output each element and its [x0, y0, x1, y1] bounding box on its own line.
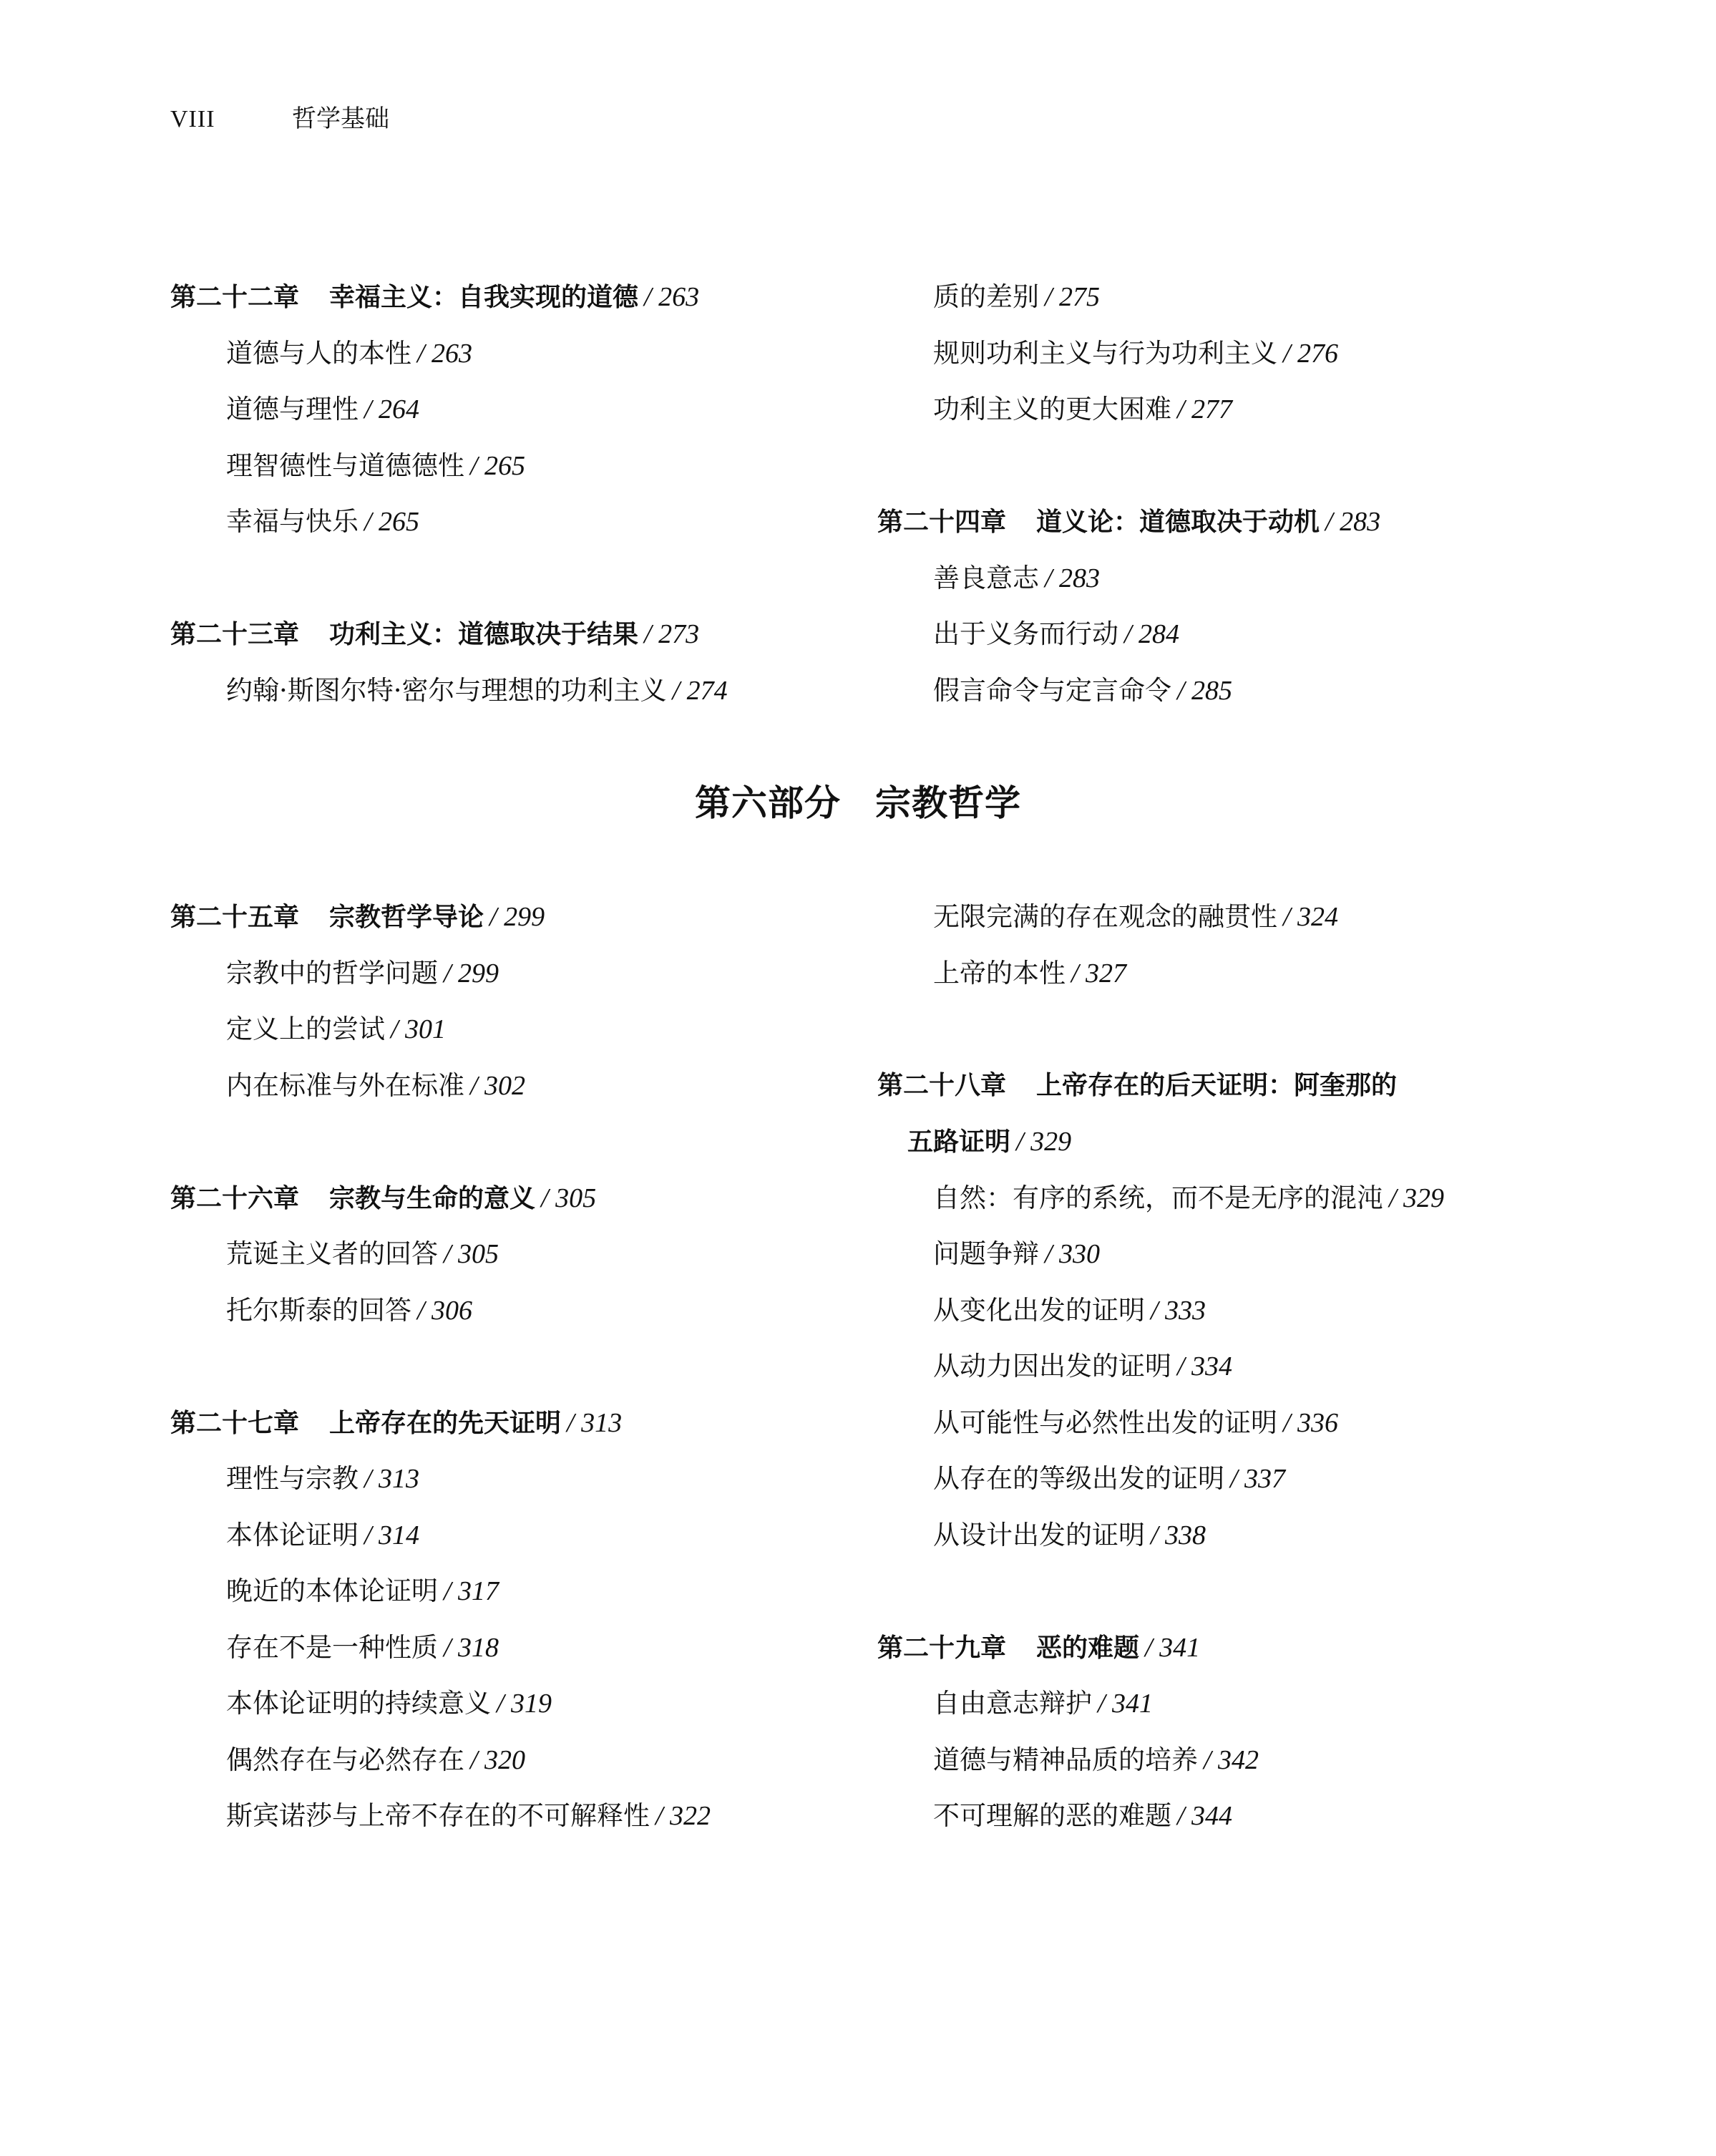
section-title: 上帝的本性 [933, 957, 1066, 989]
chapter-number: 第二十九章 [877, 1633, 1007, 1663]
page-reference: / 313 [567, 1407, 623, 1438]
page-reference: / 342 [1204, 1744, 1259, 1775]
section-title: 宗教中的哲学问题 [226, 957, 438, 989]
section-entry [170, 438, 728, 495]
chapter-number: 第二十二章 [170, 283, 300, 312]
section-title: 问题争辩 [933, 1238, 1039, 1269]
page-reference: / 301 [391, 1014, 447, 1044]
section-entry [877, 1451, 1444, 1507]
page-reference: / 330 [1045, 1239, 1101, 1269]
section-entry [877, 326, 1380, 382]
page-reference: / 320 [470, 1744, 526, 1775]
section-title: 存在不是一种性质 [226, 1631, 438, 1663]
section-title: 道德与理性 [226, 394, 359, 424]
section-title: 幸福与快乐 [226, 506, 359, 537]
section-title: 约翰·斯图尔特·密尔与理想的功利主义 [226, 674, 667, 706]
page-reference: / 299 [489, 902, 545, 932]
section-title: 托尔斯泰的回答 [226, 1294, 411, 1326]
chapter-entry [170, 889, 711, 946]
section-entry [877, 606, 1380, 663]
section-entry [877, 946, 1444, 1002]
toc-column-bottom-left [170, 889, 711, 1845]
section-title: 内在标准与外在标准 [226, 1069, 464, 1101]
section-entry [170, 1732, 711, 1789]
page-reference: / 285 [1177, 675, 1233, 706]
chapter-entry [170, 1395, 711, 1452]
page-reference: / 263 [417, 338, 473, 369]
section-title: 不可理解的恶的难题 [933, 1800, 1171, 1831]
page-reference: / 322 [655, 1801, 711, 1831]
section-entry [877, 1507, 1444, 1564]
section-entry [877, 1226, 1444, 1283]
chapter-title: 幸福主义：自我实现的道德 [329, 283, 639, 312]
page-reference: / 318 [444, 1632, 499, 1663]
running-header [170, 99, 389, 134]
page-reference: / 305 [541, 1183, 597, 1213]
spacer [170, 1339, 711, 1395]
page-reference: / 329 [1016, 1127, 1072, 1157]
page-reference: / 344 [1177, 1801, 1233, 1831]
part-title [0, 774, 1716, 826]
page-number: VIII [170, 106, 215, 132]
page-reference: / 327 [1071, 958, 1127, 989]
chapter-title: 宗教与生命的意义 [329, 1183, 536, 1213]
section-title: 质的差别 [933, 281, 1039, 312]
section-title: 本体论证明 [226, 1519, 359, 1550]
chapter-entry [877, 1620, 1444, 1676]
chapter-entry [877, 1058, 1444, 1115]
section-title: 从变化出发的证明 [933, 1294, 1145, 1326]
section-entry [170, 1226, 711, 1283]
section-entry [170, 1283, 711, 1339]
chapter-title: 五路证明 [907, 1127, 1011, 1157]
page-reference: / 334 [1177, 1351, 1233, 1382]
chapter-entry [877, 494, 1380, 550]
chapter-entry [170, 269, 728, 326]
spacer [170, 1114, 711, 1170]
spacer [877, 438, 1380, 495]
page-reference: / 277 [1177, 394, 1233, 424]
section-entry [877, 1732, 1444, 1789]
section-entry [877, 1170, 1444, 1227]
chapter-number: 第二十八章 [877, 1070, 1007, 1100]
section-entry [877, 663, 1380, 719]
page-reference: / 313 [364, 1464, 420, 1494]
page-reference: / 337 [1230, 1464, 1286, 1494]
page-reference: / 305 [444, 1239, 499, 1269]
page-reference: / 314 [364, 1520, 420, 1550]
page-reference: / 317 [444, 1576, 499, 1606]
section-title: 从动力因出发的证明 [933, 1351, 1171, 1382]
section-entry [877, 1676, 1444, 1732]
section-title: 荒诞主义者的回答 [226, 1238, 438, 1269]
chapter-number: 第二十五章 [170, 903, 300, 932]
page-reference: / 329 [1389, 1183, 1445, 1213]
section-entry [877, 1283, 1444, 1339]
page-reference: / 341 [1098, 1689, 1154, 1719]
section-entry [877, 1788, 1444, 1845]
section-entry [170, 1788, 711, 1845]
page-reference: / 283 [1325, 507, 1381, 537]
section-entry [170, 1451, 711, 1507]
section-title: 规则功利主义与行为功利主义 [933, 337, 1277, 369]
page-reference: / 264 [364, 394, 420, 424]
chapter-number: 第二十六章 [170, 1183, 300, 1213]
section-entry [170, 663, 728, 719]
section-entry [877, 550, 1380, 607]
section-entry [170, 946, 711, 1002]
section-title: 晚近的本体论证明 [226, 1575, 438, 1606]
page-reference: / 265 [364, 507, 420, 537]
section-title: 从可能性与必然性出发的证明 [933, 1407, 1277, 1438]
part-name: 宗教哲学 [875, 782, 1021, 824]
section-entry [877, 382, 1380, 438]
chapter-entry [170, 606, 728, 663]
section-title: 道德与人的本性 [226, 337, 411, 369]
section-entry [170, 1620, 711, 1676]
page-reference: / 275 [1045, 282, 1101, 312]
page-reference: / 338 [1151, 1520, 1206, 1550]
section-title: 从存在的等级出发的证明 [933, 1463, 1224, 1494]
section-entry [877, 1339, 1444, 1395]
chapter-title: 恶的难题 [1036, 1633, 1140, 1663]
section-entry [170, 1676, 711, 1732]
section-title: 功利主义的更大困难 [933, 394, 1171, 424]
spacer [170, 550, 728, 607]
chapter-title: 功利主义：道德取决于结果 [329, 620, 639, 649]
page-reference: / 319 [497, 1689, 552, 1719]
chapter-number: 第二十三章 [170, 620, 300, 649]
section-title: 无限完满的存在观念的融贯性 [933, 901, 1277, 932]
chapter-title: 道义论：道德取决于动机 [1036, 508, 1320, 537]
chapter-title: 上帝存在的先天证明 [329, 1408, 562, 1438]
section-title: 自由意志辩护 [933, 1688, 1092, 1719]
section-title: 理性与宗教 [226, 1463, 359, 1494]
page-reference: / 273 [644, 619, 700, 649]
page-reference: / 324 [1283, 902, 1339, 932]
page-reference: / 274 [672, 675, 728, 706]
page-reference: / 283 [1045, 563, 1101, 593]
section-entry [877, 889, 1444, 946]
page-reference: / 265 [470, 450, 526, 481]
section-entry [170, 1563, 711, 1620]
part-label: 第六部分 [695, 782, 841, 824]
section-entry [170, 1001, 711, 1058]
section-title: 定义上的尝试 [226, 1014, 385, 1044]
chapter-title: 宗教哲学导论 [329, 903, 484, 932]
section-title: 善良意志 [933, 562, 1039, 593]
section-title: 偶然存在与必然存在 [226, 1744, 464, 1775]
section-title: 本体论证明的持续意义 [226, 1688, 491, 1719]
chapter-number: 第二十四章 [877, 508, 1007, 537]
page-reference: / 336 [1283, 1407, 1339, 1438]
toc-column-top-right [877, 269, 1380, 719]
section-title: 理智德性与道德德性 [226, 450, 464, 481]
page-reference: / 284 [1124, 619, 1180, 649]
section-title: 自然：有序的系统，而不是无序的混沌 [933, 1182, 1383, 1213]
section-title: 假言命令与定言命令 [933, 674, 1171, 706]
section-entry [170, 382, 728, 438]
section-entry [877, 1395, 1444, 1452]
section-title: 道德与精神品质的培养 [933, 1744, 1198, 1775]
page-reference: / 299 [444, 958, 499, 989]
chapter-number: 第二十七章 [170, 1408, 300, 1438]
chapter-title: 上帝存在的后天证明：阿奎那的 [1036, 1070, 1398, 1100]
spacer [877, 1001, 1444, 1058]
chapter-entry-continued [877, 1114, 1444, 1170]
section-entry [877, 269, 1380, 326]
section-title: 从设计出发的证明 [933, 1519, 1145, 1550]
spacer [877, 1563, 1444, 1620]
section-entry [170, 1058, 711, 1115]
chapter-entry [170, 1170, 711, 1227]
page-reference: / 263 [644, 282, 700, 312]
toc-column-top-left [170, 269, 728, 719]
section-entry [170, 1507, 711, 1564]
page-reference: / 302 [470, 1070, 526, 1101]
page-reference: / 306 [417, 1295, 473, 1326]
section-title: 斯宾诺莎与上帝不存在的不可解释性 [226, 1800, 650, 1831]
page-reference: / 341 [1145, 1632, 1201, 1663]
section-entry [170, 494, 728, 550]
section-title: 出于义务而行动 [933, 618, 1118, 649]
page-reference: / 276 [1283, 338, 1339, 369]
book-title: 哲学基础 [292, 105, 389, 133]
toc-column-bottom-right [877, 889, 1444, 1845]
section-entry [170, 326, 728, 382]
page-reference: / 333 [1151, 1295, 1206, 1326]
